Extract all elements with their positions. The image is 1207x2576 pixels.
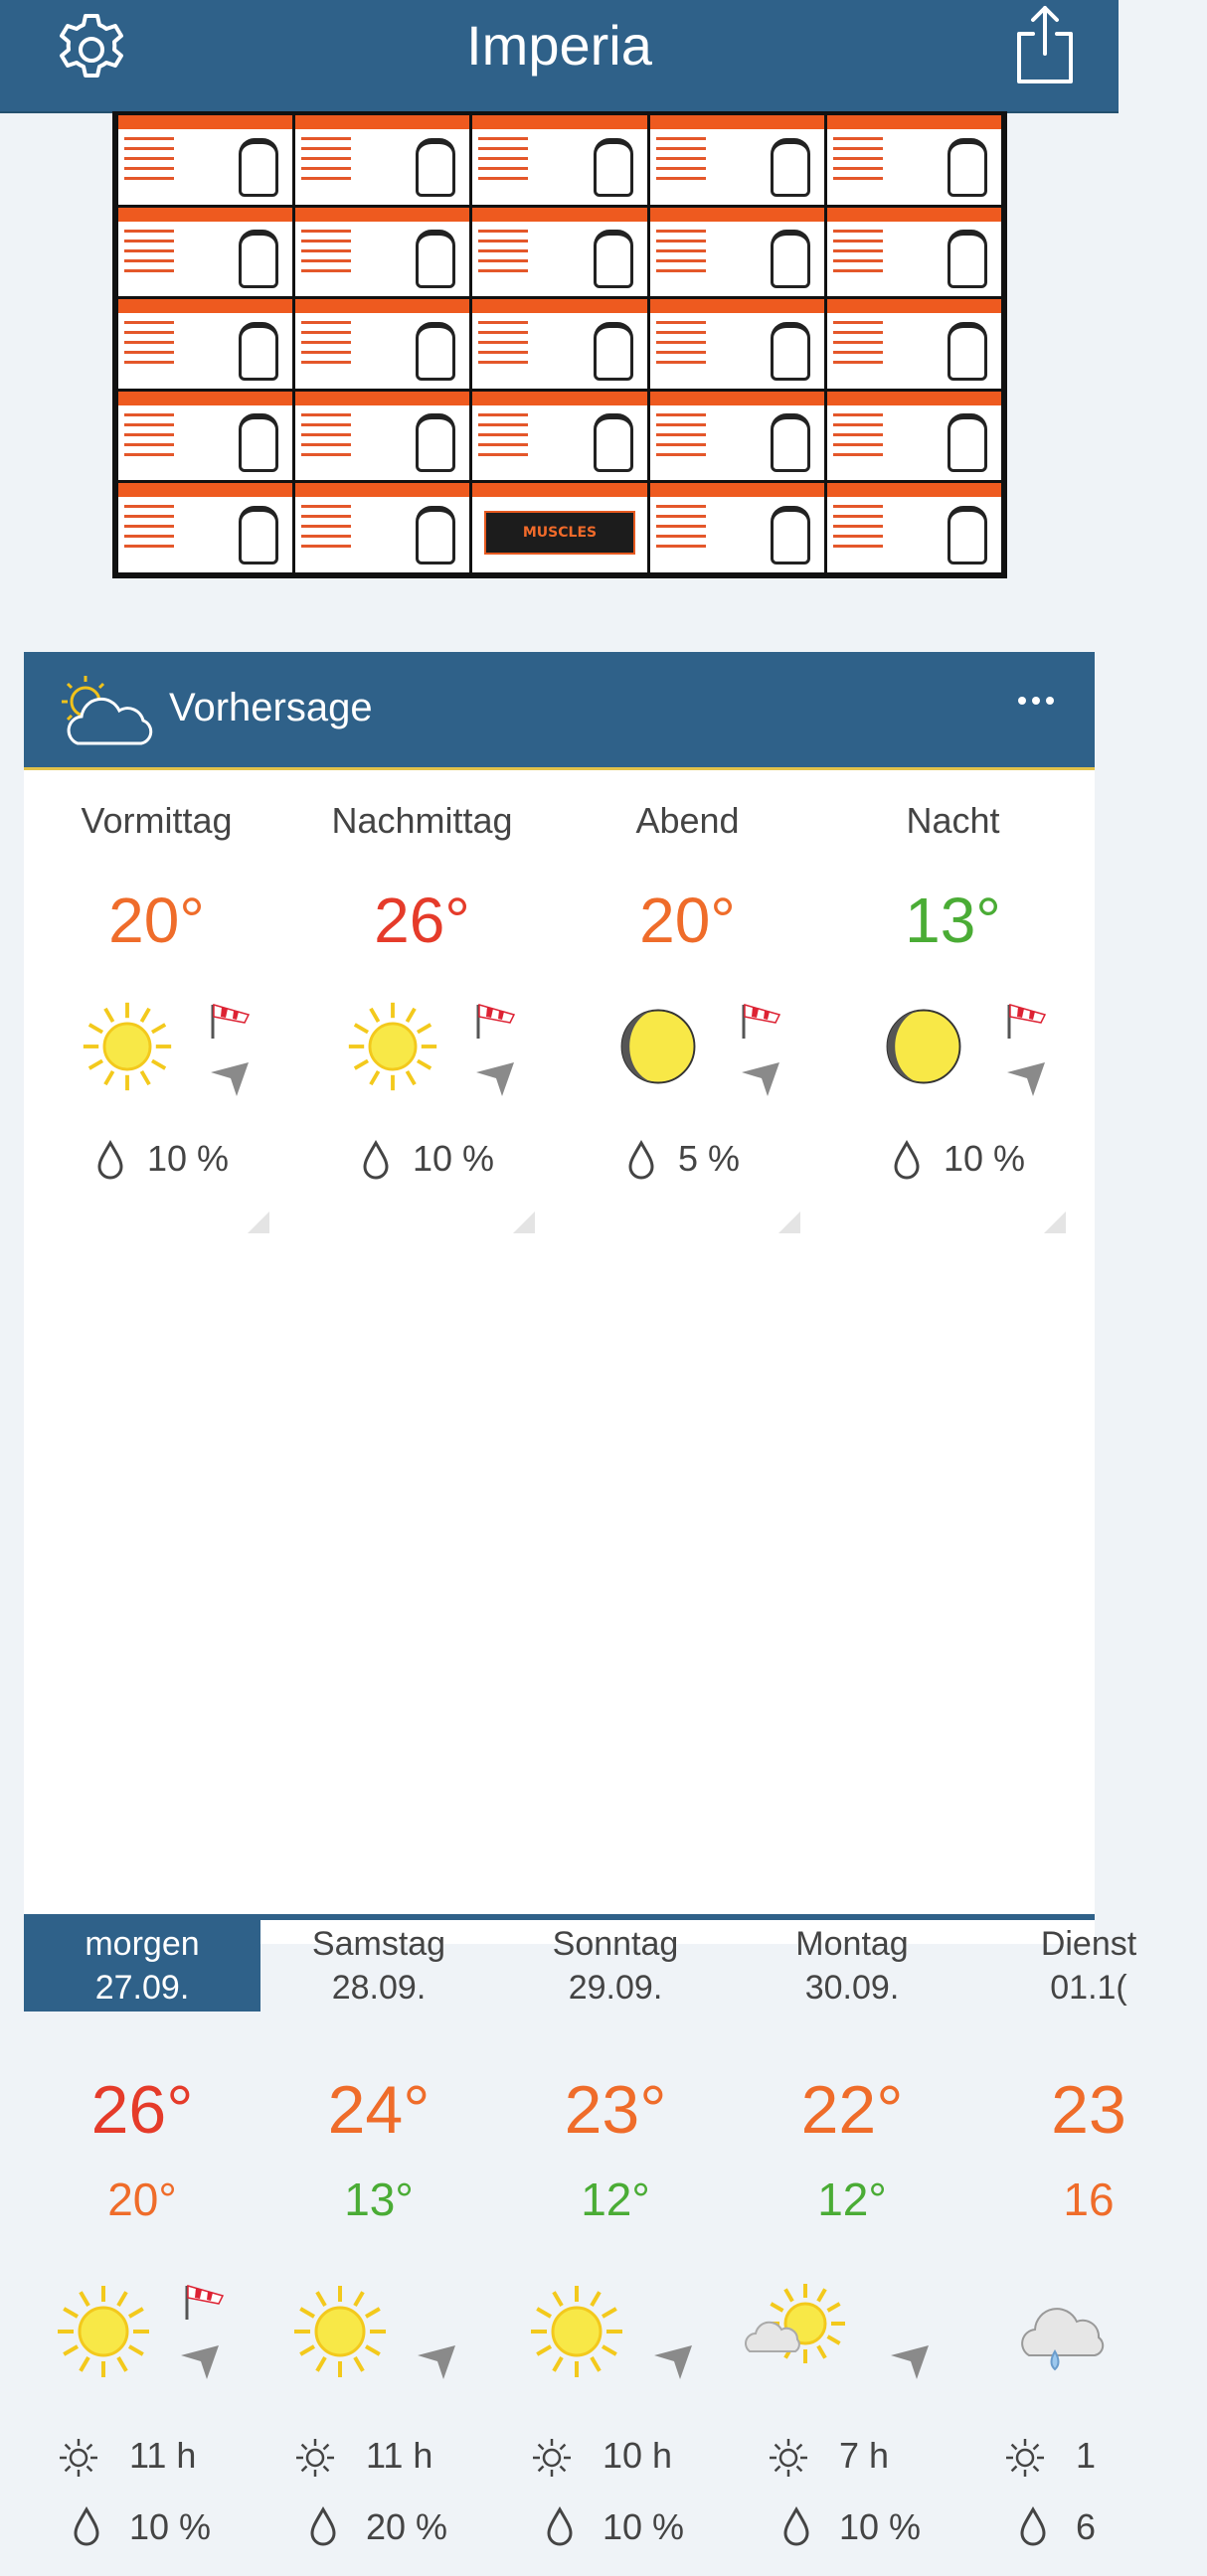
exercise-figure: [771, 413, 810, 472]
daypart-0[interactable]: [24, 770, 289, 1179]
daypart-name: Vormittag: [81, 800, 233, 841]
exercise-figure: [594, 138, 633, 197]
min-temperature: 12°: [581, 2174, 650, 2225]
rain-cloud-icon: [1000, 2282, 1129, 2381]
day-column-0[interactable]: [24, 1920, 260, 2576]
day-column-4[interactable]: [970, 1920, 1207, 2576]
exercise-figure: [239, 138, 278, 197]
windsock-icon: [474, 1001, 518, 1041]
precipitation-chance: 20 %: [366, 2506, 448, 2547]
exercise-figure: [948, 138, 987, 197]
day-column-2[interactable]: [497, 1920, 734, 2576]
sun-cloud-icon: [724, 2282, 863, 2381]
workout-day-cell: [827, 299, 1001, 389]
day-date: 27.09.: [94, 1969, 190, 2007]
moon-icon: [610, 999, 706, 1094]
workout-day-cell: [827, 392, 1001, 481]
share-icon[interactable]: [1007, 2, 1083, 87]
exercise-figure: [239, 230, 278, 288]
day-header[interactable]: [24, 1920, 260, 2012]
day-label: morgen: [85, 1925, 200, 1963]
daypart-1[interactable]: [289, 770, 555, 1179]
sun-icon: [290, 2282, 390, 2381]
rain-drop-icon: [626, 1140, 656, 1180]
top-bar: [0, 0, 1119, 113]
workout-day-cell: [295, 208, 469, 297]
rain-drop-icon: [892, 1140, 922, 1180]
wind-direction-icon: [1005, 1058, 1049, 1098]
exercise-figure: [948, 322, 987, 381]
precipitation-chance: 10 %: [413, 1138, 495, 1179]
day-label: Montag: [795, 1925, 909, 1963]
exercise-figure: [948, 506, 987, 564]
day-column-3[interactable]: [734, 1920, 970, 2576]
workout-day-cell: [827, 483, 1001, 572]
max-temperature: 23°: [564, 2072, 667, 2148]
day-header[interactable]: [497, 1920, 734, 2012]
exercise-figure: [771, 230, 810, 288]
exercise-figure: [771, 506, 810, 564]
exercise-figure: [416, 322, 455, 381]
day-date: 29.09.: [568, 1969, 663, 2007]
exercise-figure: [239, 322, 278, 381]
sunshine-hours-icon: [531, 2437, 573, 2479]
page-title: Imperia: [466, 14, 652, 77]
sun-icon: [527, 2282, 626, 2381]
exercise-figure: [416, 413, 455, 472]
expand-corner-icon[interactable]: [248, 1211, 269, 1233]
min-temperature: 20°: [107, 2174, 177, 2225]
daypart-temperature: 20°: [639, 885, 736, 956]
wind-direction-icon: [652, 2341, 696, 2381]
sunshine-hours: 1: [1076, 2435, 1097, 2476]
expand-corner-icon[interactable]: [1044, 1211, 1066, 1233]
expand-corner-icon[interactable]: [513, 1211, 535, 1233]
exercise-figure: [594, 322, 633, 381]
exercise-figure: [771, 322, 810, 381]
workout-day-cell: [295, 115, 469, 205]
workout-day-cell: [118, 299, 292, 389]
daypart-name: Nacht: [906, 800, 1000, 841]
day-label: Sonntag: [552, 1925, 679, 1963]
expand-corner-icon[interactable]: [778, 1211, 800, 1233]
sunshine-hours: 11 h: [366, 2435, 433, 2476]
windsock-icon: [740, 1001, 783, 1041]
day-header[interactable]: [260, 1920, 497, 2012]
forecast-card: [24, 652, 1137, 2547]
day-header[interactable]: [734, 1920, 970, 2012]
advertisement-image[interactable]: [112, 111, 1007, 578]
sunshine-hours: 7 h: [839, 2435, 890, 2476]
exercise-figure: [416, 506, 455, 564]
day-date: 01.1(: [1050, 1969, 1127, 2007]
workout-day-cell: [295, 299, 469, 389]
workout-day-cell: [118, 208, 292, 297]
workout-day-cell: [650, 299, 824, 389]
exercise-figure: [771, 138, 810, 197]
wind-direction-icon: [474, 1058, 518, 1098]
daypart-temperature: 20°: [108, 885, 205, 956]
day-date: 28.09.: [331, 1969, 427, 2007]
forecast-title: Vorhersage: [169, 686, 373, 729]
sun-cloud-icon: [48, 672, 167, 751]
precipitation-chance: 6: [1076, 2506, 1097, 2547]
workout-day-cell: [472, 208, 646, 297]
logo-text: MUSCLES: [484, 511, 634, 555]
exercise-figure: [594, 413, 633, 472]
min-temperature: 13°: [344, 2174, 414, 2225]
rain-drop-icon: [1018, 2506, 1048, 2546]
workout-day-cell: [118, 483, 292, 572]
windsock-icon: [1005, 1001, 1049, 1041]
precipitation-chance: 10 %: [147, 1138, 230, 1179]
day-label: Samstag: [311, 1925, 446, 1963]
workout-day-cell: [472, 299, 646, 389]
workout-day-cell: [118, 115, 292, 205]
day-column-1[interactable]: [260, 1920, 497, 2576]
rain-drop-icon: [361, 1140, 391, 1180]
exercise-figure: [948, 413, 987, 472]
max-temperature: 23: [1051, 2072, 1126, 2148]
workout-day-cell: [118, 392, 292, 481]
workout-day-cell: [472, 392, 646, 481]
day-label: Dienst: [1040, 1925, 1137, 1963]
exercise-figure: [416, 138, 455, 197]
precipitation-chance: 5 %: [678, 1138, 741, 1179]
wind-direction-icon: [416, 2341, 459, 2381]
workout-day-cell: [650, 115, 824, 205]
day-date: 30.09.: [804, 1969, 900, 2007]
exercise-figure: [416, 230, 455, 288]
wind-direction-icon: [209, 1058, 253, 1098]
precipitation-chance: 10 %: [944, 1138, 1026, 1179]
workout-day-cell: [650, 208, 824, 297]
wind-direction-icon: [740, 1058, 783, 1098]
daypart-name: Nachmittag: [331, 800, 513, 841]
sunshine-hours: 10 h: [603, 2435, 673, 2476]
wind-direction-icon: [889, 2341, 933, 2381]
daypart-forecast: [24, 770, 1095, 1766]
precipitation-chance: 10 %: [839, 2506, 922, 2547]
sun-icon: [80, 999, 175, 1094]
min-temperature: 16: [1063, 2174, 1115, 2225]
workout-day-cell: [295, 392, 469, 481]
rain-drop-icon: [95, 1140, 125, 1180]
workout-day-cell: [650, 483, 824, 572]
wind-direction-icon: [179, 2341, 223, 2381]
daypart-2[interactable]: [555, 770, 820, 1179]
windsock-icon: [183, 2282, 227, 2322]
sunshine-hours-icon: [294, 2437, 336, 2479]
forecast-header: [24, 652, 1095, 770]
sunshine-hours-icon: [768, 2437, 809, 2479]
day-header[interactable]: [970, 1920, 1207, 2012]
sunshine-hours: 11 h: [129, 2435, 197, 2476]
daypart-temperature: 13°: [905, 885, 1001, 956]
min-temperature: 12°: [817, 2174, 887, 2225]
rain-drop-icon: [781, 2506, 811, 2546]
max-temperature: 22°: [800, 2072, 904, 2148]
workout-day-cell: [295, 483, 469, 572]
more-options-button[interactable]: [1015, 692, 1065, 722]
rain-drop-icon: [72, 2506, 101, 2546]
workout-day-cell: [827, 208, 1001, 297]
sun-icon: [54, 2282, 153, 2381]
sun-icon: [345, 999, 440, 1094]
max-temperature: 24°: [327, 2072, 431, 2148]
workout-day-cell: [650, 392, 824, 481]
exercise-figure: [948, 230, 987, 288]
rain-drop-icon: [308, 2506, 338, 2546]
exercise-figure: [239, 506, 278, 564]
sunshine-hours-icon: [58, 2437, 99, 2479]
workout-calendar-grid: [118, 115, 1001, 572]
workout-day-cell: [827, 115, 1001, 205]
daypart-temperature: 26°: [374, 885, 470, 956]
workout-day-cell: [472, 115, 646, 205]
workout-day-cell: [472, 483, 646, 572]
rain-drop-icon: [545, 2506, 575, 2546]
precipitation-chance: 10 %: [603, 2506, 685, 2547]
moon-icon: [876, 999, 971, 1094]
max-temperature: 26°: [90, 2072, 194, 2148]
daypart-name: Abend: [635, 800, 740, 841]
exercise-figure: [239, 413, 278, 472]
windsock-icon: [209, 1001, 253, 1041]
exercise-figure: [594, 230, 633, 288]
daypart-3[interactable]: [820, 770, 1086, 1179]
sunshine-hours-icon: [1004, 2437, 1046, 2479]
precipitation-chance: 10 %: [129, 2506, 212, 2547]
